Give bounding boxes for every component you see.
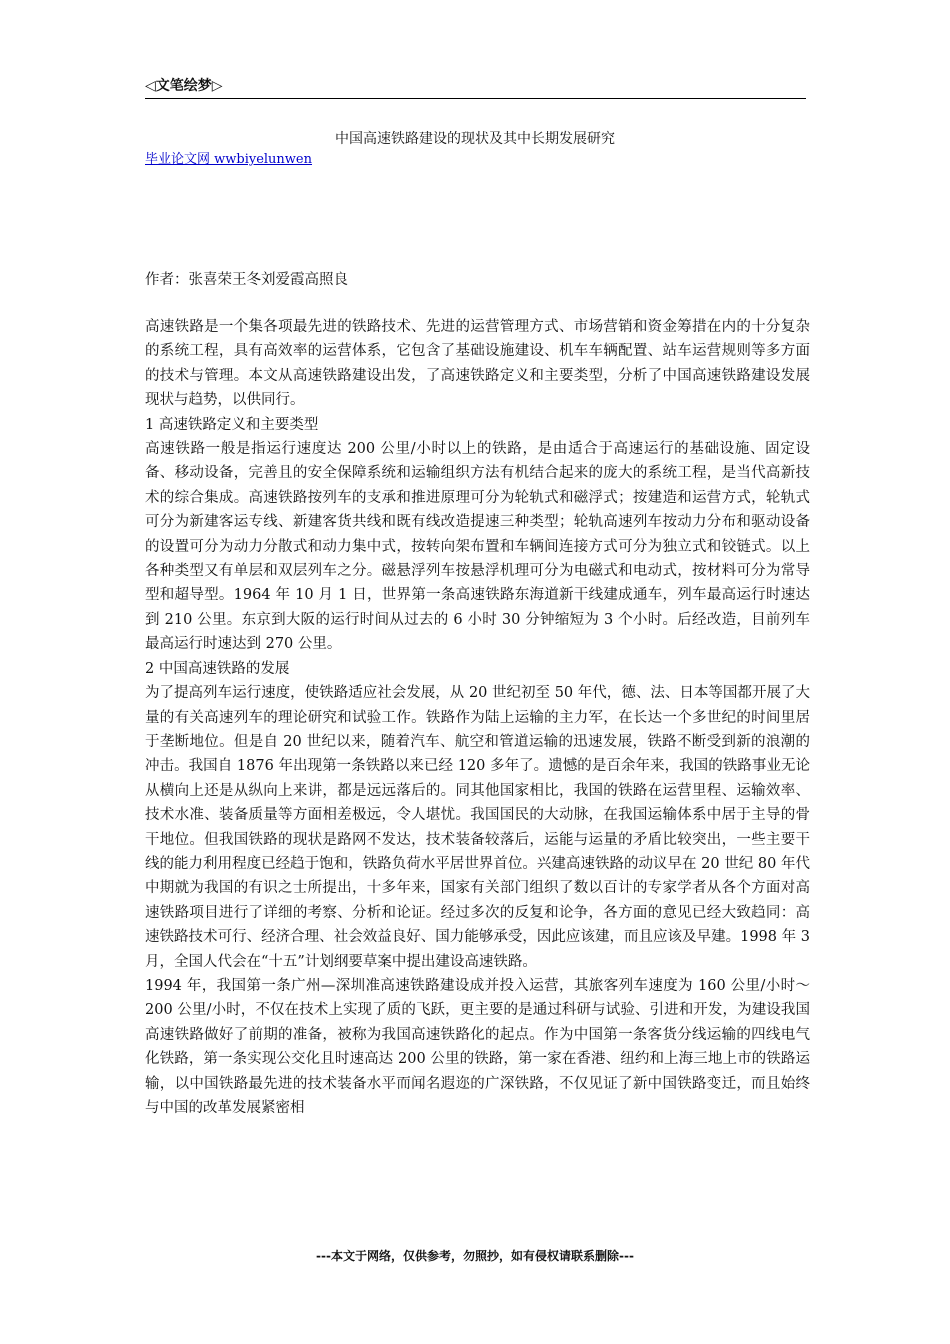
document-body (145, 315, 810, 1120)
section-heading-2: 2 中国高速铁路的发展 (145, 660, 290, 677)
brand-logo: ◁文笔绘梦▷ (145, 78, 223, 94)
footer-disclaimer: ---本文于网络，仅供参考，勿照抄，如有侵权请联系删除--- (316, 1249, 634, 1263)
section-2-paragraph-2: 1994 年，我国第一条广州—深圳准高速铁路建设成并投入运营，其旅客列车速度为 160 公里/小时～200 公里/小时，不仅在技术上实现了质的飞跃，更主要的是通过科研与试验、引进和开发，为建设我国高速铁路做好了前期的准备，被称为我国高速铁路化的起点。作为中国第一条客货分线运输的四线电气化铁路，第一条实现公交化且时速高达 200 公里的铁路，第一家在香港、纽约和上海三地上市的铁路运输，以中国铁路最先进的技术装备水平而闻名遐迩的广深铁路，不仅见证了新中国铁路变迁，而且始终与中国的改革发展紧密相 (145, 977, 810, 1116)
abstract-paragraph: 高速铁路是一个集各项最先进的铁路技术、先进的运营管理方式、市场营销和资金筹措在内的十分复杂的系统工程，具有高效率的运营体系，它包含了基础设施建设、机车车辆配置、站车运营规则等多方面的技术与管理。本文从高速铁路建设出发，了高速铁路定义和主要类型，分析了中国高速铁路建设发展现状与趋势，以供同行。 (145, 319, 810, 409)
source-link[interactable]: 毕业论文网 wwbiyelunwen (145, 152, 313, 167)
author-line: 作者：张喜荣王冬刘爱霞高照良 (145, 272, 348, 288)
section-2-paragraph: 为了提高列车运行速度，使铁路适应社会发展，从 20 世纪初至 50 年代，德、法、日本等国都开展了大量的有关高速列车的理论研究和试验工作。铁路作为陆上运输的主力军，在长达一个多世纪的时间里居于垄断地位。但是自 20 世纪以来，随着汽车、航空和管道运输的迅速发展，铁路不断受到新的浪潮的冲击。我国自 1876 年出现第一条铁路以来已经 120 多年了。遗憾的是百余年来，我国的铁路事业无论从横向上还是从纵向上来讲，都是远远落后的。同其他国家相比，我国的铁路在运营里程、运输效率、技术水准、装备质量等方面相差极远，令人堪忧。我国国民的大动脉，在我国运输体系中居于主导的骨干地位。但我国铁路的现状是路网不发达，技术装备较落后，运能与运量的矛盾比较突出，一些主要干线的能力利用程度已经趋于饱和，铁路负荷水平居世界首位。兴建高速铁路的动议早在 20 世纪 80 年代中期就为我国的有识之士所提出，十多年来，国家有关部门组织了数以百计的专家学者从各个方面对高速铁路项目进行了详细的考察、分析和论证。经过多次的反复和论争，各方面的意见已经大致趋同：高速铁路技术可行、经济合理、社会效益良好、国力能够承受，因此应该建，而且应该及早建。1998 年 3 月，全国人代会在“十五”计划纲要草案中提出建设高速铁路。 (145, 685, 810, 970)
page-header (145, 74, 806, 99)
section-1-paragraph: 高速铁路一般是指运行速度达 200 公里/小时以上的铁路，是由适合于高速运行的基础设施、固定设备、移动设备，完善且的安全保障系统和运输组织方法有机结合起来的庞大的系统工程，是当代高新技术的综合集成。高速铁路按列车的支承和推进原理可分为轮轨式和磁浮式；按建造和运营方式，轮轨式可分为新建客运专线、新建客货共线和既有线改造提速三种类型；轮轨高速列车按动力分布和驱动设备的设置可分为动力分散式和动力集中式，按转向架布置和车辆间连接方式可分为独立式和铰链式。以上各种类型又有单层和双层列车之分。磁悬浮列车按悬浮机理可分为电磁式和电动式，按材料可分为常导型和超导型。1964 年 10 月 1 日，世界第一条高速铁路东海道新干线建成通车，列车最高运行时速达到 210 公里。东京到大阪的运行时间从过去的 6 小时 30 分钟缩短为 3 个小时。后经改造，目前列车最高运行时速达到 270 公里。 (145, 441, 810, 653)
document-title: 中国高速铁路建设的现状及其中长期发展研究 (335, 131, 615, 147)
section-heading-1: 1 高速铁路定义和主要类型 (145, 416, 319, 433)
